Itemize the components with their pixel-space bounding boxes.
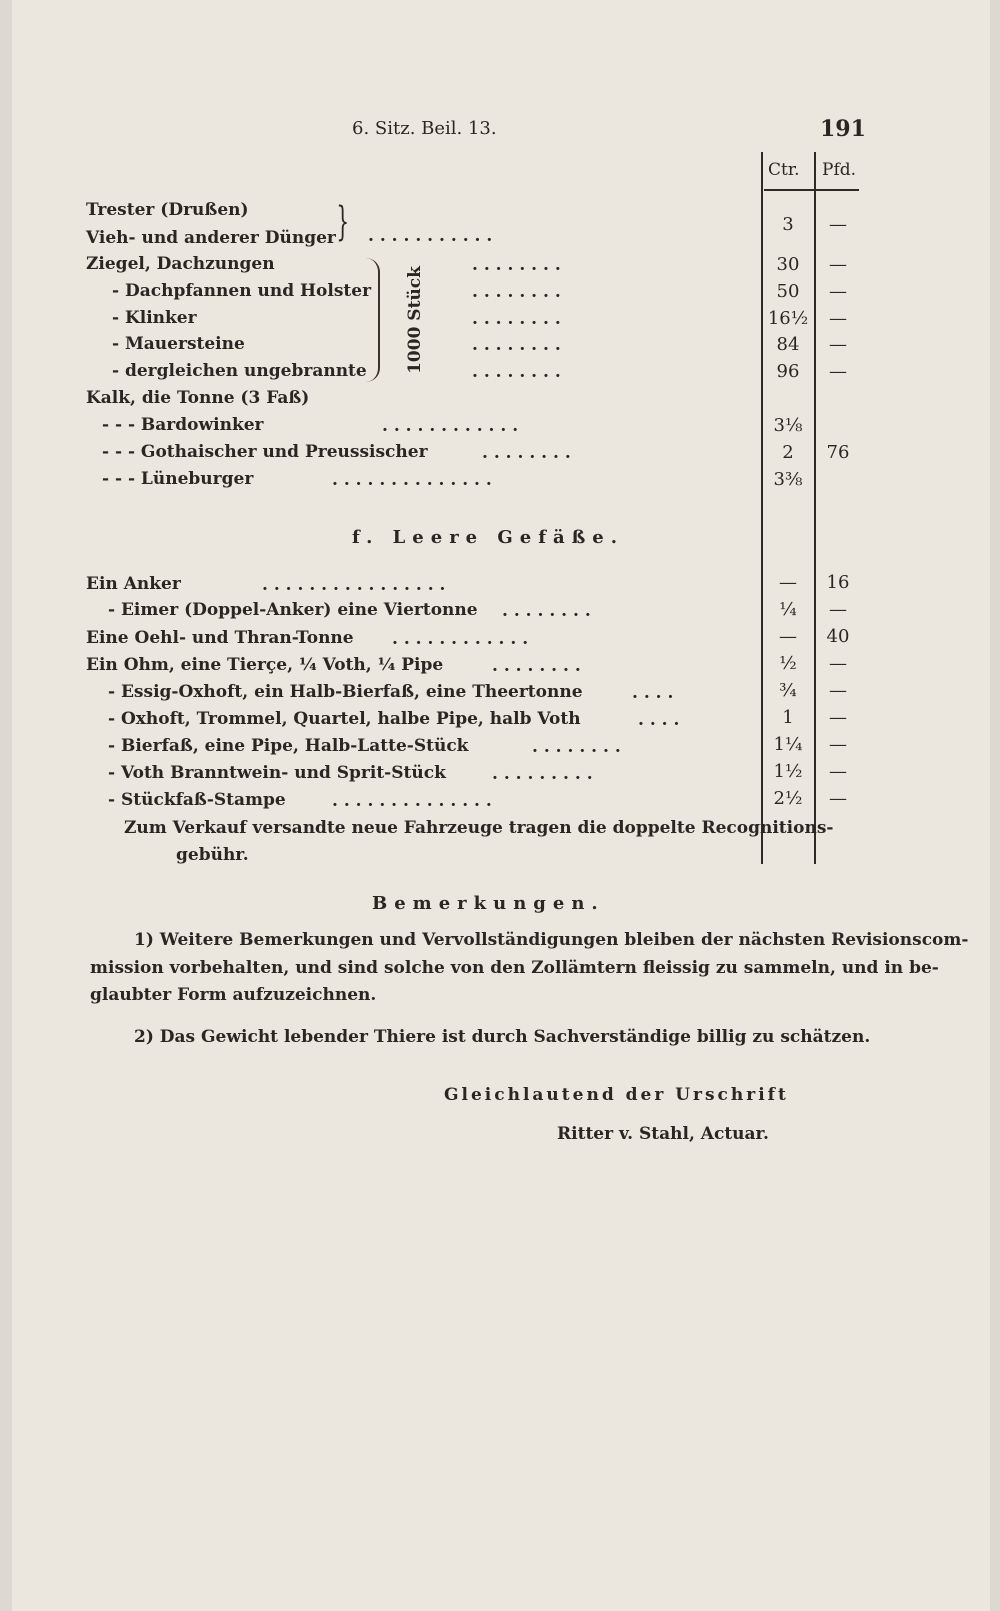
item-label: Ziegel, Dachzungen — [86, 254, 275, 274]
pfd-value: — — [829, 599, 847, 620]
pfd-value: — — [829, 254, 847, 275]
pfd-value: — — [829, 361, 847, 382]
pfd-value: — — [829, 734, 847, 755]
ctr-value: 96 — [776, 361, 800, 382]
pfd-value: — — [829, 761, 847, 782]
document-page — [12, 0, 990, 1611]
remark-line: 2) Das Gewicht lebender Thiere ist durch Sachverständige billig zu schätzen. — [134, 1027, 871, 1047]
leader-dots: . . . . . . . . . . . . . . . . — [262, 575, 446, 595]
item-label: - Oxhoft, Trommel, Quartel, halbe Pipe, halb Voth — [108, 709, 581, 729]
pfd-value: — — [829, 788, 847, 809]
item-label: - - - Gothaischer und Preussischer — [102, 442, 428, 462]
leader-dots: . . . . . . . . — [492, 656, 581, 676]
ctr-value: 16½ — [767, 308, 809, 329]
running-header: 6. Sitz. Beil. 13. — [352, 118, 497, 139]
leader-dots: . . . . . . . . — [472, 255, 561, 275]
ctr-value: ¼ — [779, 599, 797, 620]
item-label: Trester (Drußen) — [86, 200, 249, 220]
ctr-value: 2½ — [773, 788, 803, 809]
remark-line: glaubter Form aufzuzeichnen. — [90, 985, 377, 1005]
leader-dots: . . . . . . . . . . . . — [382, 416, 519, 436]
leader-dots: . . . . . . . . . . . . . . — [332, 791, 492, 811]
header-rule — [764, 189, 859, 191]
group-label: 1000 Stück — [405, 266, 425, 374]
leader-dots: . . . . . . . . — [532, 737, 621, 757]
leader-dots: . . . . . . . . . . . . — [392, 629, 529, 649]
ctr-value: 1¼ — [773, 734, 803, 755]
leader-dots: . . . . — [632, 683, 674, 703]
ctr-value: 3 — [782, 214, 794, 235]
item-label: Vieh- und anderer Dünger — [86, 228, 336, 248]
item-label: Ein Ohm, eine Tierçe, ¼ Voth, ¼ Pipe — [86, 655, 444, 675]
pfd-value: 76 — [826, 442, 850, 463]
leader-dots: . . . . . . . . — [472, 282, 561, 302]
note-line: Zum Verkauf versandte neue Fahrzeuge tragen die doppelte Recognitions- — [124, 818, 834, 838]
ctr-value: 1½ — [773, 761, 803, 782]
pfd-value: 16 — [826, 572, 850, 593]
ctr-value: 3⅜ — [773, 469, 803, 490]
ctr-value: ½ — [779, 653, 797, 674]
section-title: f. Leere Gefäße. — [352, 527, 625, 548]
column-header-pfd: Pfd. — [822, 160, 857, 180]
brace: } — [336, 199, 350, 245]
signature: Ritter v. Stahl, Actuar. — [557, 1124, 769, 1144]
pfd-value: — — [829, 281, 847, 302]
attestation: Gleichlautend der Urschrift — [444, 1085, 789, 1105]
item-label: Ein Anker — [86, 574, 181, 594]
item-label: - Mauersteine — [112, 334, 245, 354]
ctr-value: 1 — [782, 707, 794, 728]
pfd-value: — — [829, 653, 847, 674]
ctr-value: 3⅛ — [773, 415, 803, 436]
ctr-value: ¾ — [779, 680, 797, 701]
pfd-value: — — [829, 308, 847, 329]
ctr-value: 84 — [776, 334, 800, 355]
ctr-value: 2 — [782, 442, 794, 463]
item-label: Kalk, die Tonne (3 Faß) — [86, 388, 310, 408]
pfd-value: — — [829, 334, 847, 355]
ctr-value: 50 — [776, 281, 800, 302]
remark-line: 1) Weitere Bemerkungen und Vervollständigungen bleiben der nächsten Revisionscom- — [134, 930, 969, 950]
item-label: - Stückfaß-Stampe — [108, 790, 286, 810]
leader-dots: . . . . — [638, 710, 680, 730]
ctr-value: — — [779, 572, 797, 593]
ctr-value: — — [779, 626, 797, 647]
column-rule-left — [761, 152, 763, 864]
ctr-value: 30 — [776, 254, 800, 275]
leader-dots: . . . . . . . . — [472, 362, 561, 382]
item-label: - Bierfaß, eine Pipe, Halb-Latte-Stück — [108, 736, 469, 756]
leader-dots: . . . . . . . . . . . — [368, 226, 493, 246]
item-label: Eine Oehl- und Thran-Tonne — [86, 628, 354, 648]
pfd-value: — — [829, 680, 847, 701]
pfd-value: 40 — [826, 626, 850, 647]
leader-dots: . . . . . . . . . . . . . . — [332, 470, 492, 490]
leader-dots: . . . . . . . . — [502, 601, 591, 621]
item-label: - Essig-Oxhoft, ein Halb-Bierfaß, eine Theertonne — [108, 682, 583, 702]
item-label: - - - Lüneburger — [102, 469, 254, 489]
leader-dots: . . . . . . . . — [482, 443, 571, 463]
page-number: 191 — [820, 116, 866, 142]
pfd-value: — — [829, 214, 847, 235]
item-label: - Dachpfannen und Holster — [112, 281, 372, 301]
remark-line: mission vorbehalten, und sind solche von den Zollämtern fleissig zu sammeln, und in be- — [90, 958, 939, 978]
pfd-value: — — [829, 707, 847, 728]
column-rule-middle — [814, 152, 816, 864]
item-label: - Eimer (Doppel-Anker) eine Viertonne — [108, 600, 478, 620]
item-label: - Voth Branntwein- und Sprit-Stück — [108, 763, 446, 783]
item-label: - dergleichen ungebrannte — [112, 361, 367, 381]
item-label: - Klinker — [112, 308, 197, 328]
note-line: gebühr. — [176, 845, 249, 865]
leader-dots: . . . . . . . . — [472, 309, 561, 329]
item-label: - - - Bardowinker — [102, 415, 264, 435]
leader-dots: . . . . . . . . . — [492, 764, 593, 784]
column-header-ctr: Ctr. — [768, 160, 800, 180]
leader-dots: . . . . . . . . — [472, 335, 561, 355]
remarks-title: Bemerkungen. — [372, 893, 605, 914]
